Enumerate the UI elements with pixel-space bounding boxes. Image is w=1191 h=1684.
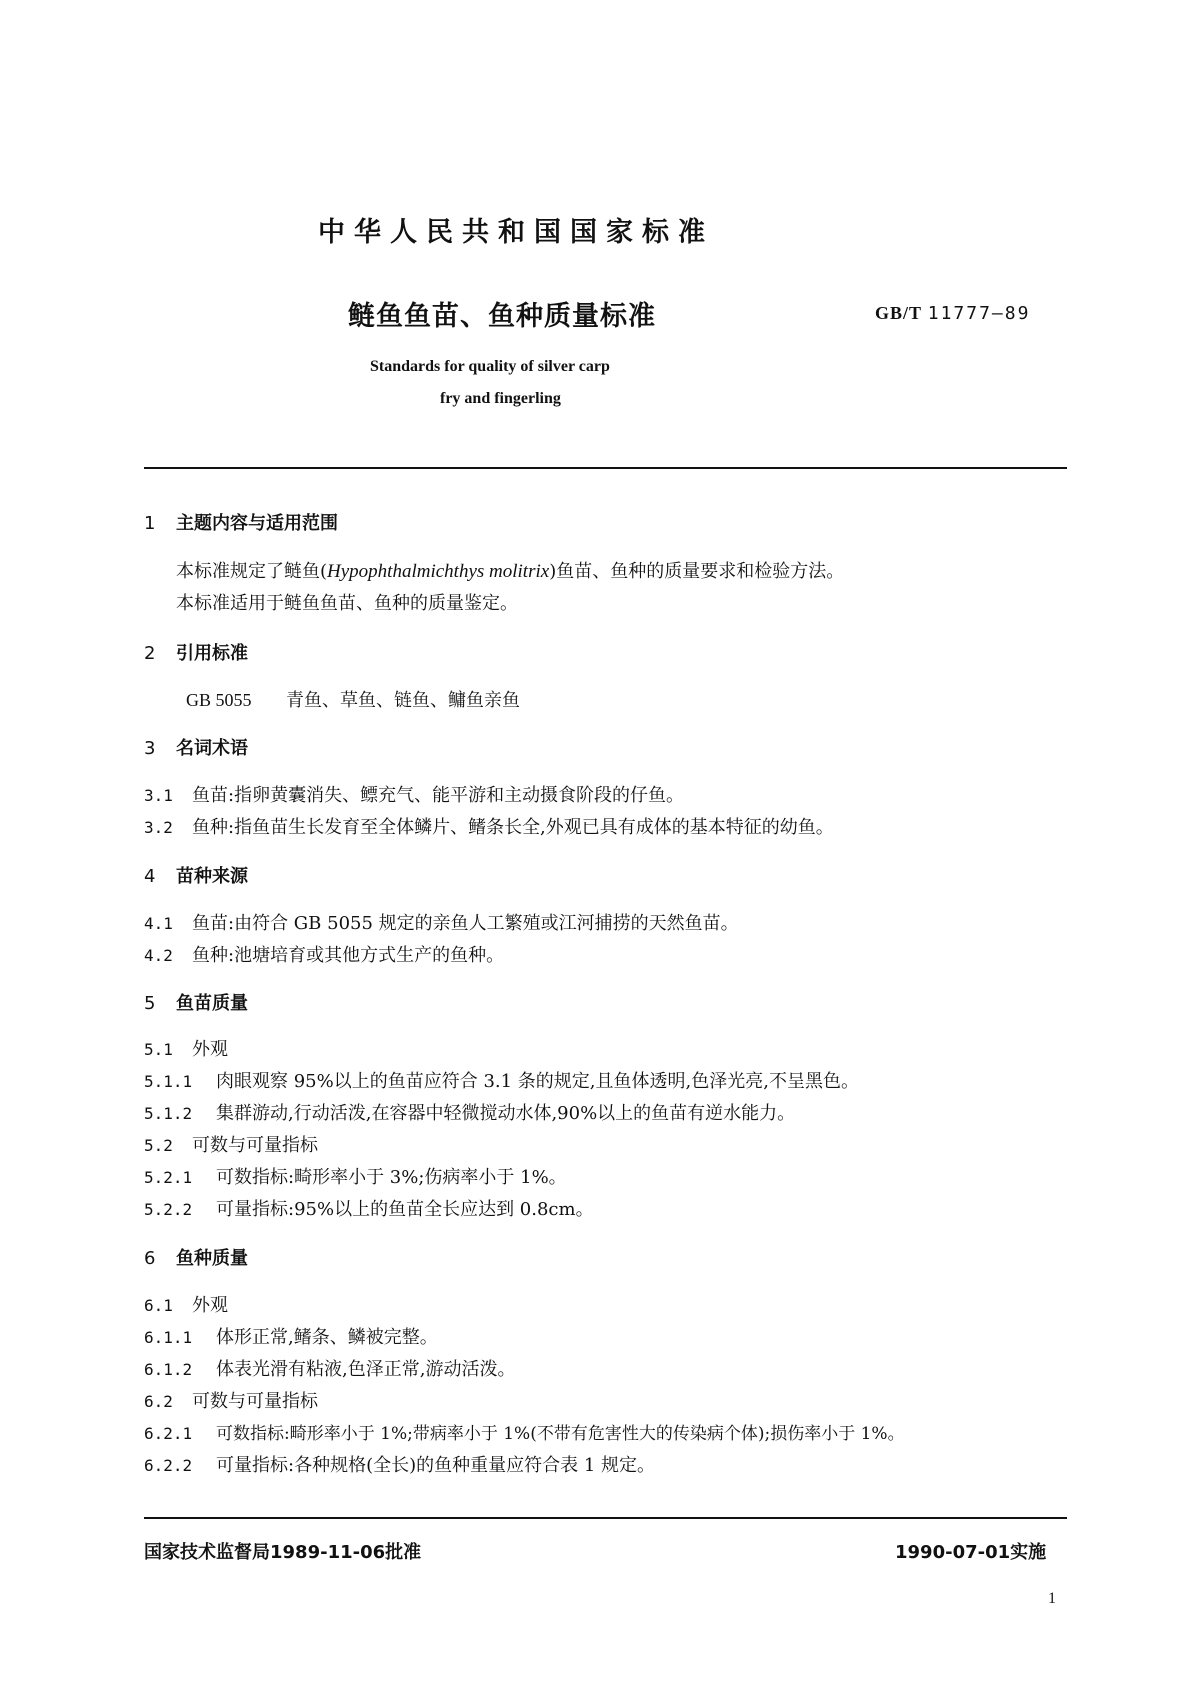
clause-6-2-2 — [144, 1451, 655, 1477]
section-number: 6 — [144, 1248, 156, 1269]
clause-5-1 — [144, 1035, 228, 1061]
implementation-date: 1990-07-01实施 — [895, 1542, 1047, 1563]
standard-code-prefix: GB/T — [875, 303, 923, 323]
standard-title-en-line1: Standards for quality of silver carp — [370, 358, 610, 375]
section-number: 4 — [144, 866, 156, 887]
clause-5-2 — [144, 1131, 318, 1157]
clause-number: 6.2.2 — [144, 1456, 193, 1475]
section-title: 鱼种质量 — [176, 1248, 248, 1269]
clause-text: 鱼苗:指卵黄囊消失、鳔充气、能平游和主动摄食阶段的仔鱼。 — [192, 785, 685, 806]
clause-6-1-2 — [144, 1355, 515, 1381]
clause-5-2-1 — [144, 1163, 567, 1189]
section-2-heading — [144, 639, 248, 665]
clause-text: 集群游动,行动活泼,在容器中轻微搅动水体,90%以上的鱼苗有逆水能力。 — [216, 1103, 796, 1124]
clause-4-2 — [144, 941, 504, 967]
section-1-paragraph-2: 本标准适用于鲢鱼鱼苗、鱼种的质量鉴定。 — [176, 593, 518, 614]
clause-5-1-2 — [144, 1099, 795, 1125]
section-5-heading — [144, 989, 248, 1015]
clause-text: 外观 — [192, 1295, 228, 1316]
clause-3-1 — [144, 781, 684, 807]
clause-number: 5.2.2 — [144, 1200, 193, 1219]
section-title: 名词术语 — [176, 738, 248, 759]
clause-text: 可数指标:畸形率小于 3%;伤病率小于 1%。 — [216, 1167, 567, 1188]
clause-text: 可数与可量指标 — [192, 1391, 318, 1412]
reference-title: 青鱼、草鱼、链鱼、鳙鱼亲鱼 — [286, 690, 520, 711]
section-title: 引用标准 — [176, 643, 248, 664]
footer-divider — [144, 1517, 1067, 1519]
clause-number: 6.1.2 — [144, 1360, 193, 1379]
clause-number: 5.1.2 — [144, 1104, 193, 1123]
reference-code: GB 5055 — [186, 690, 252, 710]
section-title: 主题内容与适用范围 — [176, 513, 338, 534]
standard-title-en-line2: fry and fingerling — [440, 390, 561, 407]
section-number: 5 — [144, 993, 156, 1014]
scientific-name: Hypophthalmichthys molitrix — [327, 561, 550, 582]
clause-6-1 — [144, 1291, 228, 1317]
section-title: 鱼苗质量 — [176, 993, 248, 1014]
section-1-heading — [144, 509, 338, 535]
clause-text: 鱼苗:由符合 GB 5055 规定的亲鱼人工繁殖或江河捕捞的天然鱼苗。 — [192, 913, 739, 934]
paragraph-text: 本标准规定了鲢鱼( — [176, 561, 328, 582]
clause-text: 可量指标:95%以上的鱼苗全长应达到 0.8cm。 — [216, 1199, 594, 1220]
section-6-heading — [144, 1244, 248, 1270]
page-number: 1 — [1048, 1590, 1056, 1607]
clause-number: 4.2 — [144, 946, 173, 965]
paragraph-text: )鱼苗、鱼种的质量要求和检验方法。 — [549, 561, 845, 582]
clause-number: 5.1.1 — [144, 1072, 193, 1091]
clause-text: 肉眼观察 95%以上的鱼苗应符合 3.1 条的规定,且鱼体透明,色泽光亮,不呈黑色。 — [216, 1071, 859, 1092]
clause-4-1 — [144, 909, 739, 935]
clause-text: 可量指标:各种规格(全长)的鱼种重量应符合表 1 规定。 — [216, 1455, 656, 1476]
clause-number: 5.2.1 — [144, 1168, 193, 1187]
section-4-heading — [144, 862, 248, 888]
section-number: 1 — [144, 513, 156, 534]
section-title: 苗种来源 — [176, 866, 248, 887]
clause-text: 体形正常,鳍条、鳞被完整。 — [216, 1327, 438, 1348]
standard-code-number: 11777—89 — [927, 303, 1031, 324]
clause-5-2-2 — [144, 1195, 594, 1221]
clause-text: 可数指标:畸形率小于 1%;带病率小于 1%(不带有危害性大的传染病个体);损伤率小于 1%。 — [216, 1424, 905, 1444]
clause-number: 5.2 — [144, 1136, 173, 1155]
clause-6-1-1 — [144, 1323, 438, 1349]
clause-number: 6.2.1 — [144, 1424, 193, 1443]
clause-text: 可数与可量指标 — [192, 1135, 318, 1156]
clause-6-2-1 — [144, 1419, 905, 1444]
standard-code — [875, 303, 1030, 324]
clause-text: 鱼种:指鱼苗生长发育至全体鳞片、鳍条长全,外观已具有成体的基本特征的幼鱼。 — [192, 817, 834, 838]
reference-standard — [186, 686, 520, 712]
clause-number: 3.1 — [144, 786, 173, 805]
section-number: 2 — [144, 643, 156, 664]
clause-5-1-1 — [144, 1067, 859, 1093]
standard-title-cn: 鲢鱼鱼苗、鱼种质量标准 — [348, 301, 656, 332]
section-3-heading — [144, 734, 248, 760]
section-1-paragraph-1 — [176, 557, 844, 583]
clause-number: 4.1 — [144, 914, 173, 933]
header-divider — [144, 467, 1067, 469]
section-number: 3 — [144, 738, 156, 759]
clause-6-2 — [144, 1387, 318, 1413]
clause-text: 体表光滑有粘液,色泽正常,游动活泼。 — [216, 1359, 516, 1380]
clause-text: 鱼种:池塘培育或其他方式生产的鱼种。 — [192, 945, 505, 966]
clause-number: 5.1 — [144, 1040, 173, 1059]
clause-number: 6.1 — [144, 1296, 173, 1315]
clause-text: 外观 — [192, 1039, 228, 1060]
clause-3-2 — [144, 813, 834, 839]
clause-number: 6.1.1 — [144, 1328, 193, 1347]
clause-number: 3.2 — [144, 818, 173, 837]
clause-number: 6.2 — [144, 1392, 173, 1411]
approval-date: 国家技术监督局1989-11-06批准 — [144, 1542, 422, 1563]
national-standard-heading: 中华人民共和国国家标准 — [318, 217, 714, 248]
